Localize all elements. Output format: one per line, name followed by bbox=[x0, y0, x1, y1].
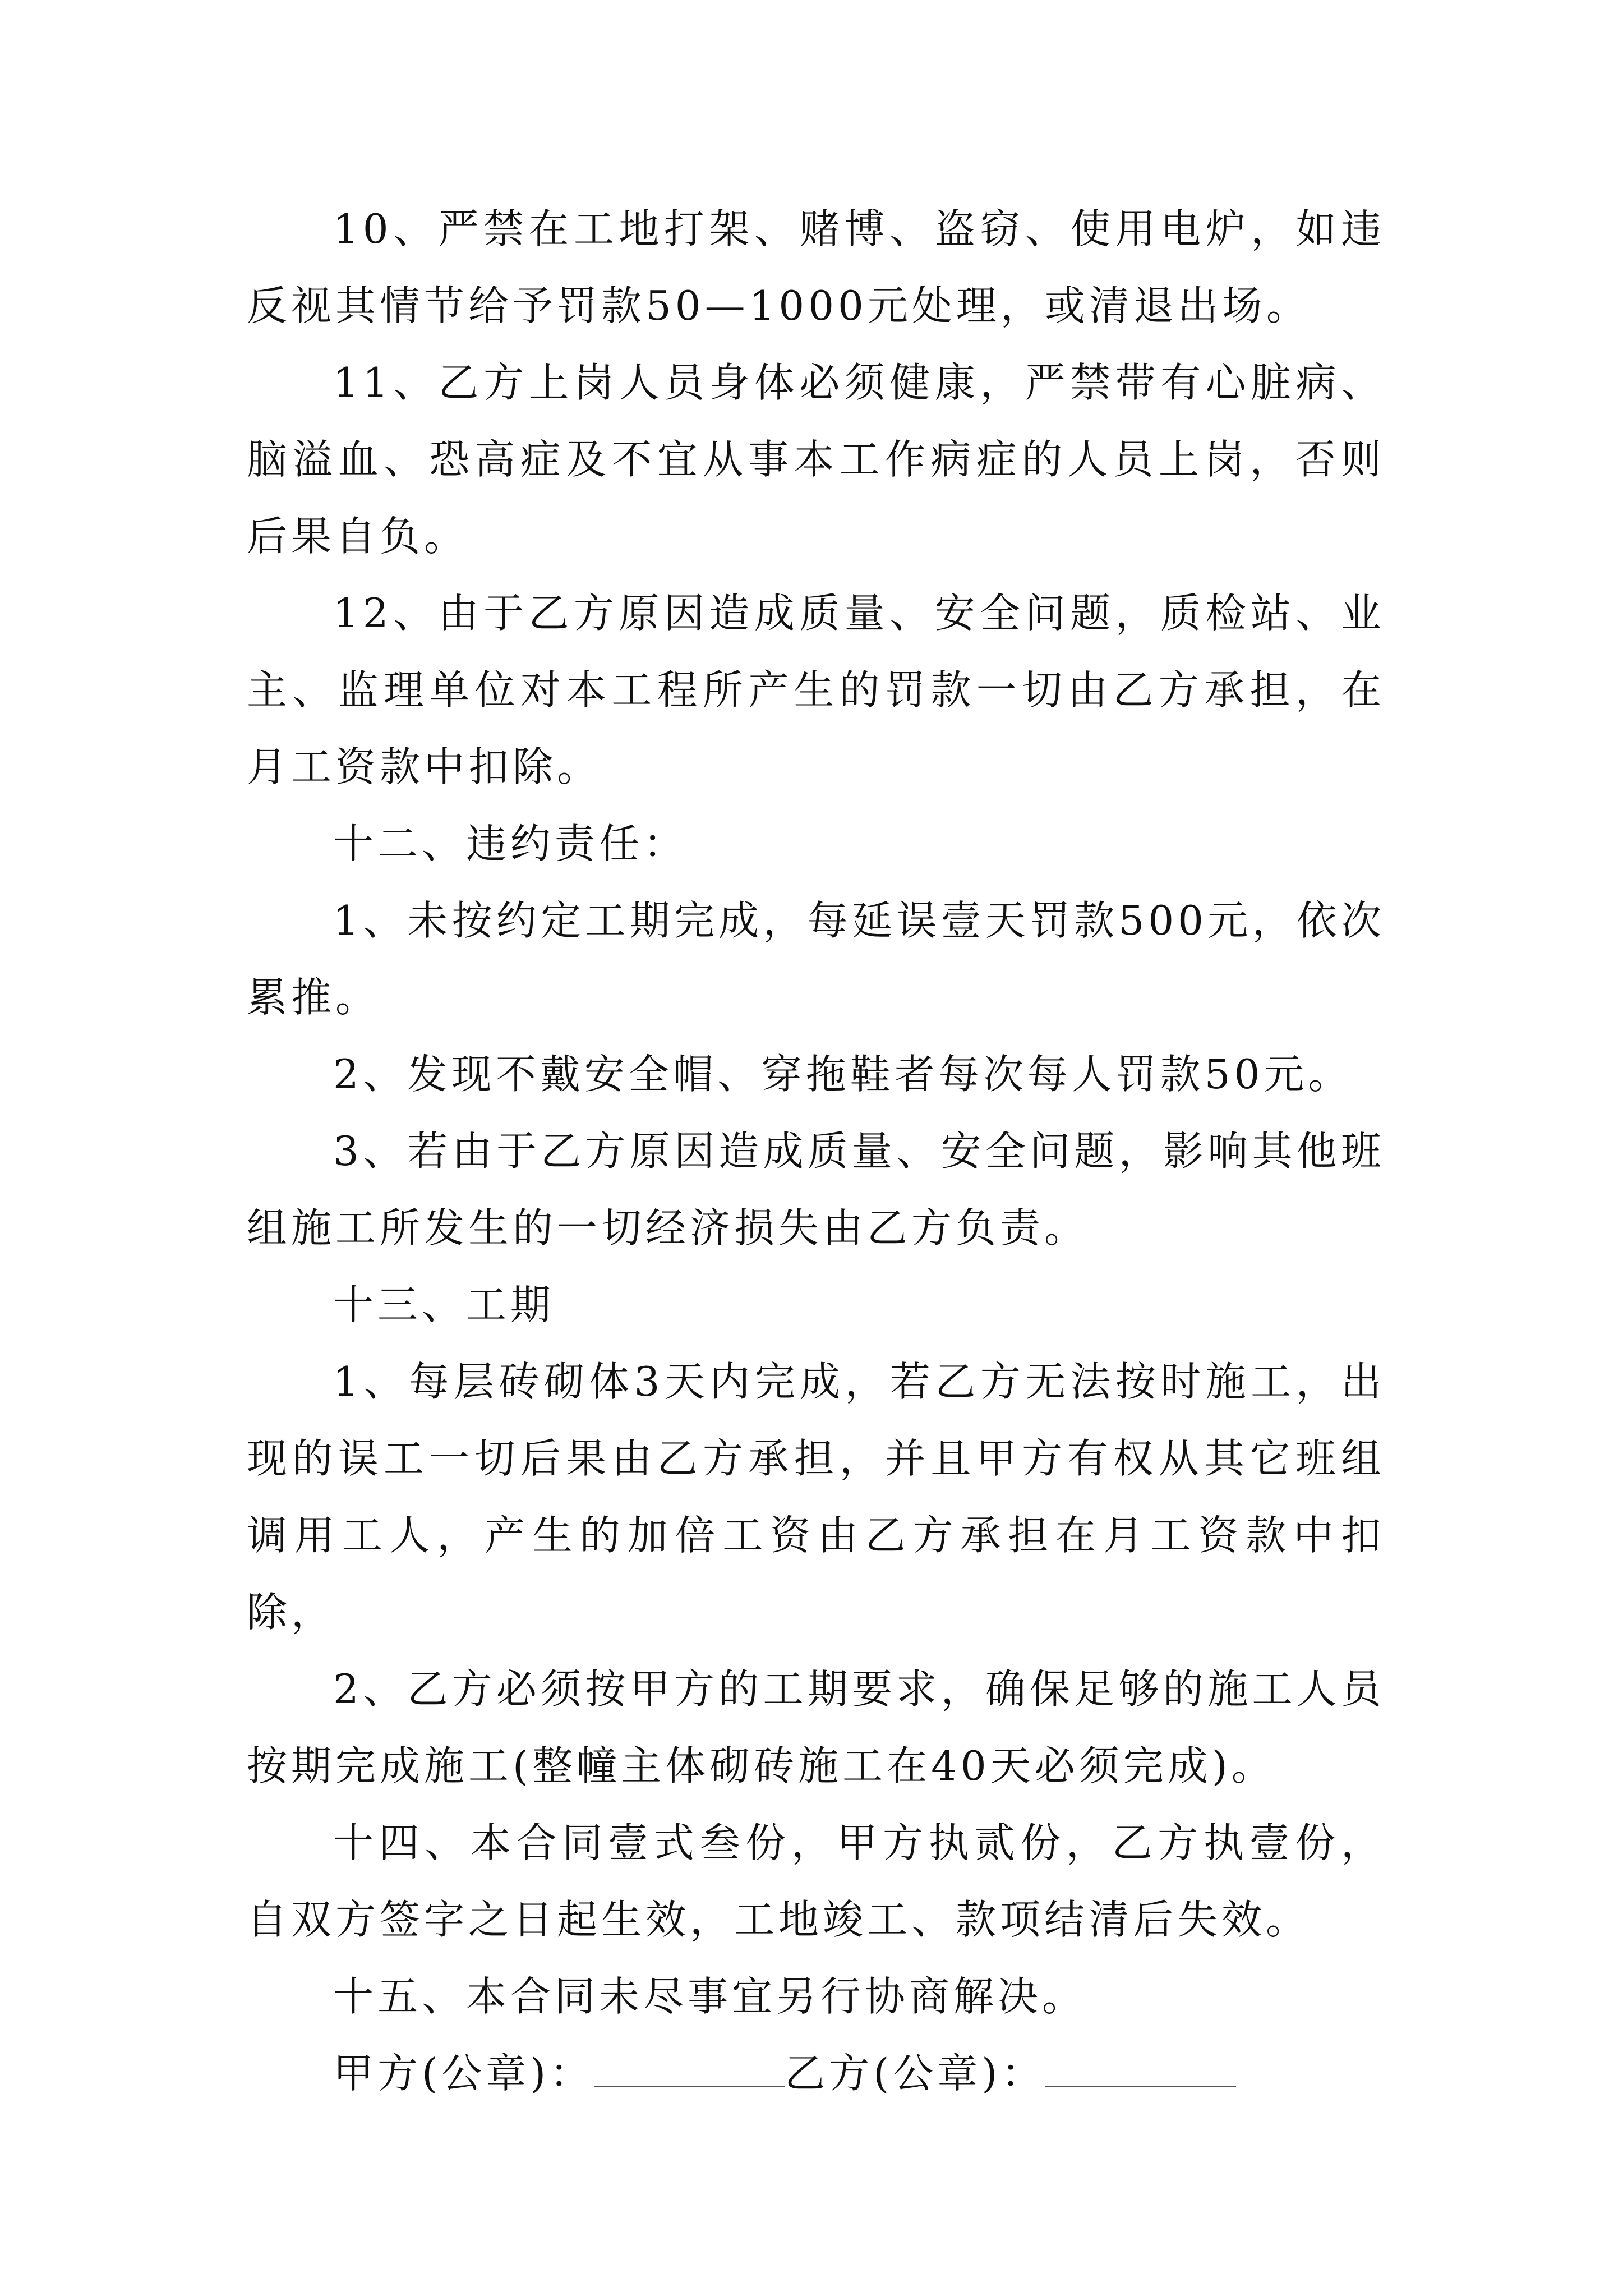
party-a-signature-blank bbox=[594, 2052, 785, 2087]
section-heading-schedule: 十三、工期 bbox=[333, 1281, 555, 1328]
section-heading-breach-liability: 十二、违约责任： bbox=[333, 820, 688, 867]
clause-10: 10、严禁在工地打架、赌博、盗窃、使用电炉，如违反视其情节给予罚款50—1000元处理，或清退出场。 bbox=[247, 205, 1385, 329]
document-body bbox=[247, 191, 1385, 2112]
breach-item-3: 3、若由于乙方原因造成质量、安全问题，影响其他班组施工所发生的一切经济损失由乙方负责。 bbox=[247, 1128, 1385, 1251]
clause-12: 12、由于乙方原因造成质量、安全问题，质检站、业主、监理单位对本工程所产生的罚款一切由乙方承担，在月工资款中扣除。 bbox=[247, 590, 1385, 790]
breach-item-2: 2、发现不戴安全帽、穿拖鞋者每次每人罚款50元。 bbox=[333, 1051, 1353, 1098]
breach-item-1: 1、未按约定工期完成，每延误壹天罚款500元，依次累推。 bbox=[247, 897, 1385, 1021]
clause-11: 11、乙方上岗人员身体必须健康，严禁带有心脏病、脑溢血、恐高症及不宜从事本工作病症的人员上岗，否则后果自负。 bbox=[247, 359, 1385, 560]
party-a-label: 甲方(公章)： bbox=[333, 2050, 594, 2097]
party-b-signature-blank bbox=[1045, 2052, 1236, 2087]
clause-other-matters: 十五、本合同未尽事宜另行协商解决。 bbox=[333, 1973, 1087, 2020]
signature-line bbox=[247, 2035, 1385, 2112]
schedule-item-1: 1、每层砖砌体3天内完成，若乙方无法按时施工，出现的误工一切后果由乙方承担，并且甲方有权从其它班组调用工人，产生的加倍工资由乙方承担在月工资款中扣除， bbox=[247, 1358, 1385, 1636]
clause-copies: 十四、本合同壹式叁份，甲方执贰份，乙方执壹份，自双方签字之日起生效，工地竣工、款项结清后失效。 bbox=[247, 1819, 1385, 1943]
schedule-item-2: 2、乙方必须按甲方的工期要求，确保足够的施工人员按期完成施工(整幢主体砌砖施工在40天必须完成)。 bbox=[247, 1665, 1385, 1789]
party-b-label: 乙方(公章)： bbox=[785, 2050, 1046, 2097]
